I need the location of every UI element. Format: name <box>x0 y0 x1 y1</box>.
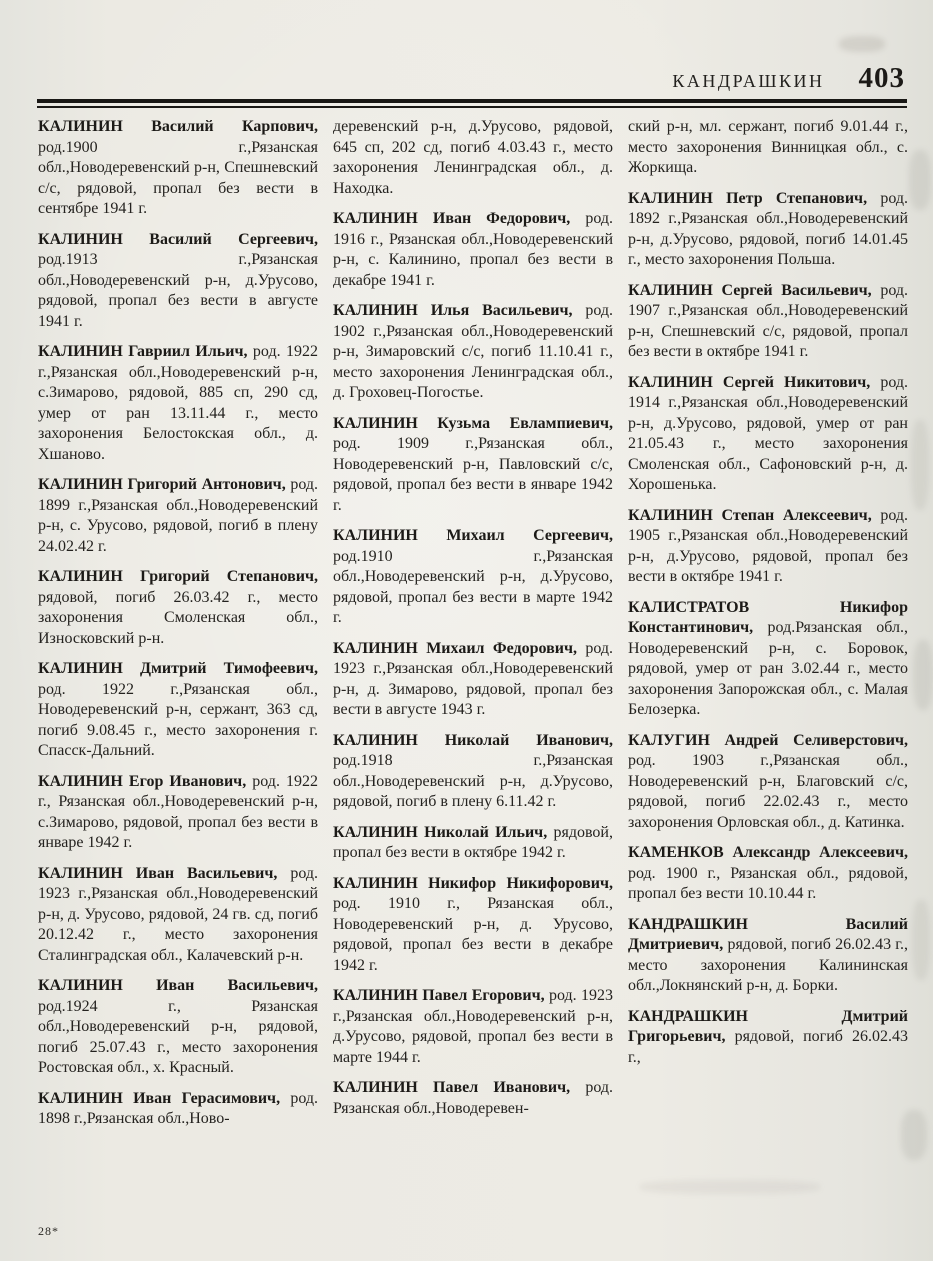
memorial-entry <box>38 567 318 649</box>
entry-name: КАЛИНИН Николай Иванович, <box>333 731 613 749</box>
entry-text: род.1900 г.,Рязанская обл.,Новодеревенский р-н, Спешневский с/с, рядовой, пропал без вести в сентябре 1941 г. <box>38 138 318 217</box>
entry-name: КАНДРАШКИН Василий Дмитриевич, <box>628 915 908 953</box>
entry-text: род. 1907 г.,Рязанская обл.,Новодеревенский р-н, Спешневский с/с, рядовой, пропал без вести в октябре 1941 г. <box>628 281 908 360</box>
memorial-entry <box>628 843 908 905</box>
memorial-entry <box>38 475 318 557</box>
entry-name: КАЛИНИН Иван Герасимович, <box>38 1089 281 1107</box>
entry-name: КАЛИНИН Иван Федорович, <box>333 210 571 227</box>
memorial-entry <box>628 373 908 496</box>
entry-name: КАЛИНИН Степан Алексеевич, <box>628 506 872 524</box>
entry-name: КАЛИНИН Павел Иванович, <box>333 1079 571 1096</box>
memorial-entry <box>628 915 908 997</box>
entry-text: род. 1900 г., Рязанская обл., рядовой, пропал без вести 10.10.44 г. <box>628 864 908 902</box>
memorial-entry <box>628 598 908 721</box>
scan-artifact <box>913 640 933 710</box>
entry-text: род. 1909 г.,Рязанская обл., Новодеревенский р-н, Павловский с/с, рядовой, пропал без вести в январе 1942 г. <box>333 435 613 514</box>
entry-text: род. 1922 г., Рязанская обл.,Новодеревенский р-н, с.Зимарово, рядовой, пропал без вести в январе 1942 г. <box>38 772 318 851</box>
entry-name: КАЛИНИН Василий Сергеевич, <box>38 230 318 248</box>
entry-name: КАЛИНИН Сергей Никитович, <box>628 373 871 391</box>
scan-artifact <box>911 420 929 510</box>
entry-text: род. 1923 г.,Рязанская обл.,Новодеревенский р-н, д. Урусово, рядовой, 24 гв. сд, погиб 20.12.42 г., место захоронения Сталинградская обл., Калачевский р-н. <box>38 864 319 964</box>
entry-name: КАЛИНИН Илья Васильевич, <box>333 302 573 319</box>
memorial-entry <box>333 731 613 813</box>
memorial-entry <box>628 506 908 588</box>
page-number: 403 <box>858 62 905 94</box>
memorial-entry <box>628 731 908 834</box>
entry-text: род.1918 г.,Рязанская обл.,Новодеревенский р-н, д.Урусово, рядовой, погиб в плену 6.11.42 г. <box>333 752 613 810</box>
memorial-entry <box>333 874 613 977</box>
entry-text: род. 1892 г.,Рязанская обл.,Новодеревенский р-н, д.Урусово, рядовой, погиб 14.01.45 г., место захоронения Польша. <box>628 189 909 268</box>
entry-text: деревенский р-н, д.Урусово, рядовой, 645 сп, 202 сд, погиб 4.03.43 г., место захоронения Ленинградская обл., д. Находка. <box>333 118 613 197</box>
entry-text: рядовой, пропал без вести в октябре 1942 г. <box>333 823 613 861</box>
memorial-entry <box>333 526 613 629</box>
entry-name: КАЛИНИН Кузьма Евлампиевич, <box>333 414 613 432</box>
entry-text: род. 1922 г.,Рязанская обл., Новодеревенский р-н, сержант, 363 сд, погиб 9.08.45 г., место захоронения г. Спасск-Дальний. <box>38 680 318 759</box>
entry-text: род. 1916 г., Рязанская обл.,Новодеревенский р-н, с. Калинино, пропал без вести в декабре 1941 г. <box>333 210 613 289</box>
memorial-entry <box>38 342 318 465</box>
memorial-entry <box>333 117 613 199</box>
entry-name: КАЛИНИН Егор Иванович, <box>38 772 247 790</box>
entry-text: рядовой, погиб 26.02.43 г., место захоронения Калининская обл.,Локнянский р-н, д. Борки. <box>628 936 908 994</box>
entry-text: род. 1905 г.,Рязанская обл.,Новодеревенский р-н, д.Урусово, рядовой, пропал без вести в октябре 1941 г. <box>628 506 908 585</box>
entry-name: КАЛИНИН Павел Егорович, <box>333 987 545 1004</box>
scan-artifact <box>839 36 885 52</box>
entry-text: род. 1923 г.,Рязанская обл.,Новодеревенский р-н, д.Урусово, рядовой, пропал без вести в марте 1944 г. <box>333 987 613 1066</box>
entry-name: КАЛИНИН Дмитрий Тимофеевич, <box>38 660 318 677</box>
entry-name: КАЛИНИН Сергей Васильевич, <box>628 281 872 299</box>
entry-text: род. 1902 г.,Рязанская обл.,Новодеревенский р-н, Зимаровский с/с, погиб 11.10.41 г., место захоронения Ленинградская обл., д. Гроховец-Погостье. <box>333 302 614 401</box>
entry-name: КАЛИНИН Григорий Степанович, <box>38 568 318 585</box>
memorial-entry <box>628 281 908 363</box>
entry-name: КАЛУГИН Андрей Селиверстович, <box>628 731 908 749</box>
entry-name: КАЛИНИН Григорий Антонович, <box>38 476 286 493</box>
memorial-entry <box>628 1007 908 1069</box>
entry-text: род.1913 г.,Рязанская обл.,Новодеревенский р-н, д.Урусово, рядовой, пропал без вести в августе 1941 г. <box>38 251 318 330</box>
running-header: КАНДРАШКИН <box>672 71 825 91</box>
entry-text: род. 1910 г., Рязанская обл., Новодеревенский р-н, д. Урусово, рядовой, пропал без вести в декабре 1942 г. <box>333 895 613 974</box>
memorial-entry <box>333 209 613 291</box>
memorial-entry <box>38 659 318 762</box>
entry-name: КАЛИНИН Михаил Сергеевич, <box>333 527 613 544</box>
entry-name: КАЛИНИН Василий Карпович, <box>38 118 318 135</box>
entry-text: род.1924 г., Рязанская обл.,Новодеревенский р-н, рядовой, погиб 25.07.43 г., место захоронения Ростовская обл., х. Красный. <box>38 997 318 1076</box>
scan-artifact <box>912 900 930 980</box>
entry-text: рядовой, погиб 26.02.43 г., <box>628 1028 909 1066</box>
memorial-entry <box>38 1089 318 1130</box>
entry-text: род. 1914 г.,Рязанская обл.,Новодеревенский р-н, д.Урусово, рядовой, умер от ран 21.05.43 г., место захоронения Смоленская обл., Сафоновский р-н, д. Хорошенька. <box>628 373 908 493</box>
memorial-entry <box>38 117 318 220</box>
memorial-entry <box>333 414 613 517</box>
entry-name: КАЛИНИН Петр Степанович, <box>628 189 868 207</box>
entry-name: КАЛИНИН Никифор Никифорович, <box>333 874 613 892</box>
memorial-entry <box>333 1078 613 1119</box>
entry-text: род. Рязанская обл.,Новодеревен- <box>333 1079 614 1117</box>
entry-text: рядовой, погиб 26.03.42 г., место захоронения Смоленская обл., Износковский р-н. <box>38 588 318 647</box>
scan-artifact <box>909 150 931 210</box>
memorial-entry <box>333 823 613 864</box>
entry-name: КАЛИНИН Михаил Федорович, <box>333 639 577 657</box>
memorial-entry <box>333 301 613 404</box>
header-divider-rule <box>37 99 907 108</box>
entry-name: КАМЕНКОВ Александр Алексеевич, <box>628 844 908 861</box>
entry-text: род. 1898 г.,Рязанская обл.,Ново- <box>38 1089 318 1127</box>
entry-name: КАЛИНИН Николай Ильич, <box>333 823 548 841</box>
entry-name: КАЛИНИН Гавриил Ильич, <box>38 343 248 360</box>
entry-text: род.1910 г.,Рязанская обл.,Новодеревенский р-н, д.Урусово, рядовой, пропал без вести в марте 1942 г. <box>333 547 613 626</box>
column-2 <box>333 117 613 1140</box>
entry-text: род. 1903 г.,Рязанская обл., Новодеревенский р-н, Благовский с/с, рядовой, погиб 22.02.43 г., место захоронения Орловская обл., д. Катинка. <box>628 752 908 831</box>
scan-artifact <box>640 1180 820 1194</box>
column-3 <box>628 117 908 1140</box>
entry-text: род. 1923 г.,Рязанская обл.,Новодеревенский р-н, д. Зимарово, рядовой, пропал без вести в августе 1943 г. <box>333 639 613 718</box>
entry-text: ский р-н, мл. сержант, погиб 9.01.44 г., место захоронения Винницкая обл., с. Жоркища. <box>628 118 908 176</box>
page-header <box>38 62 905 95</box>
memorial-entry <box>628 189 908 271</box>
entry-text: род.Рязанская обл., Новодеревенский р-н, с. Боровок, рядовой, умер от ран 3.02.44 г., место захоронения Запорожская обл., с. Малая Белозерка. <box>628 619 908 718</box>
entry-name: КАНДРАШКИН Дмитрий Григорьевич, <box>628 1007 908 1045</box>
entry-name: КАЛИСТРАТОВ Никифор Константинович, <box>628 598 908 636</box>
signature-mark: 28* <box>38 1224 59 1238</box>
column-1 <box>38 117 318 1140</box>
memorial-entry <box>38 772 318 854</box>
memorial-entry <box>628 117 908 179</box>
entry-text: род. 1899 г.,Рязанская обл.,Новодеревенский р-н, с. Урусово, рядовой, погиб в плену 24.02.42 г. <box>38 476 318 555</box>
memorial-entry <box>333 639 613 721</box>
text-columns <box>38 117 908 1140</box>
memorial-entry <box>38 976 318 1079</box>
entry-name: КАЛИНИН Иван Васильевич, <box>38 977 318 994</box>
memorial-entry <box>333 986 613 1068</box>
memorial-entry <box>38 230 318 333</box>
entry-text: род. 1922 г.,Рязанская обл.,Новодеревенский р-н, с.Зимарово, рядовой, 885 сп, 290 сд, умер от ран 13.11.44 г., место захоронения Белостокская обл., д. Хшаново. <box>38 343 318 463</box>
memorial-entry <box>38 864 318 967</box>
entry-name: КАЛИНИН Иван Васильевич, <box>38 864 278 882</box>
